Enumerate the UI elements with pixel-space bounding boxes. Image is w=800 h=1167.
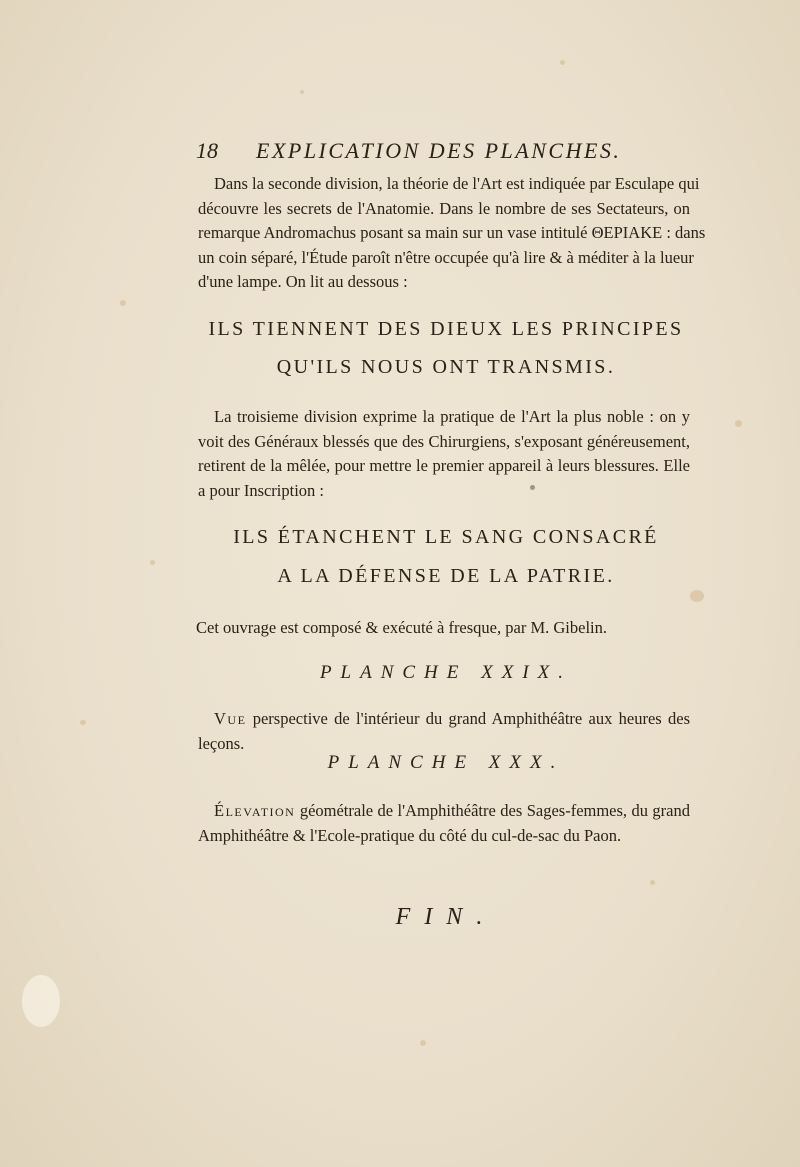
lead-word: Vue xyxy=(214,709,247,728)
foxing-spot xyxy=(300,90,304,94)
credit-line xyxy=(196,616,688,641)
inscription-second-line2: A LA DÉFENSE DE LA PATRIE. xyxy=(277,565,615,587)
paragraph-third-division xyxy=(198,405,690,503)
end-mark: FIN. xyxy=(395,904,497,930)
foxing-spot xyxy=(690,590,704,602)
paragraph-line xyxy=(198,707,690,732)
paragraph-line: Dans la seconde division, la théorie de l'Art est indiquée par Esculape qui xyxy=(214,174,700,193)
foxing-spot xyxy=(735,420,742,427)
line-text: perspective de l'intérieur du grand Amphithéâtre aux heures des xyxy=(252,709,690,728)
foxing-spot xyxy=(650,880,655,885)
page-number: 18 xyxy=(196,138,218,163)
paragraph-line: un coin séparé, l'Étude paroît n'être occupée qu'à lire & à méditer à la lueur xyxy=(198,247,694,267)
foxing-spot xyxy=(120,300,126,306)
paragraph-line: a pour Inscription : xyxy=(198,480,325,500)
paragraph-second-division xyxy=(198,172,706,295)
foxing-spot xyxy=(80,720,86,725)
line-text: géométrale de l'Amphithéâtre des Sages-femmes, du grand xyxy=(299,801,690,820)
foxing-spot xyxy=(150,560,155,565)
inscription-second-line1: ILS ÉTANCHENT LE SANG CONSACRÉ xyxy=(233,526,659,548)
lead-word: Élevation xyxy=(214,801,296,820)
plate-xxix-title: PLANCHE XXIX. xyxy=(319,662,573,683)
credit-text: Cet ouvrage est composé & exécuté à fresque, par M. Gibelin. xyxy=(196,618,607,637)
running-title: EXPLICATION DES PLANCHES. xyxy=(256,138,622,163)
paragraph-line xyxy=(198,799,690,824)
paragraph-line: voit des Généraux blessés que des Chirurgiens, s'exposant généreusement, xyxy=(198,431,690,451)
page-header xyxy=(196,134,646,168)
inscription-first-line2: QU'ILS NOUS ONT TRANSMIS. xyxy=(276,356,616,378)
foxing-spot xyxy=(560,60,565,65)
foxing-spot xyxy=(420,1040,426,1046)
plate-xxx-title: PLANCHE XXX. xyxy=(327,752,565,773)
paragraph-line: remarque Andromachus posant sa main sur un vase intitulé ΘΕΡΙΑΚΕ : dans xyxy=(198,223,706,242)
paragraph-line: Amphithéâtre & l'Ecole-pratique du côté du cul-de-sac du Paon. xyxy=(198,825,622,845)
foxing-spot xyxy=(22,975,60,1027)
paragraph-line: découvre les secrets de l'Anatomie. Dans le nombre de ses Sectateurs, on xyxy=(198,198,690,218)
paragraph-line: leçons. xyxy=(198,733,245,753)
paragraph-line: La troisieme division exprime la pratique de l'Art la plus noble : on y xyxy=(214,407,690,426)
paragraph-line: retirent de la mêlée, pour mettre le premier appareil à leurs blessures. Elle xyxy=(198,456,690,475)
paragraph-line: d'une lampe. On lit au dessous : xyxy=(198,272,408,291)
inscription-first-line1: ILS TIENNENT DES DIEUX LES PRINCIPES xyxy=(208,318,684,340)
plate-xxx-description xyxy=(198,799,690,848)
plate-xxix-description xyxy=(198,707,690,756)
